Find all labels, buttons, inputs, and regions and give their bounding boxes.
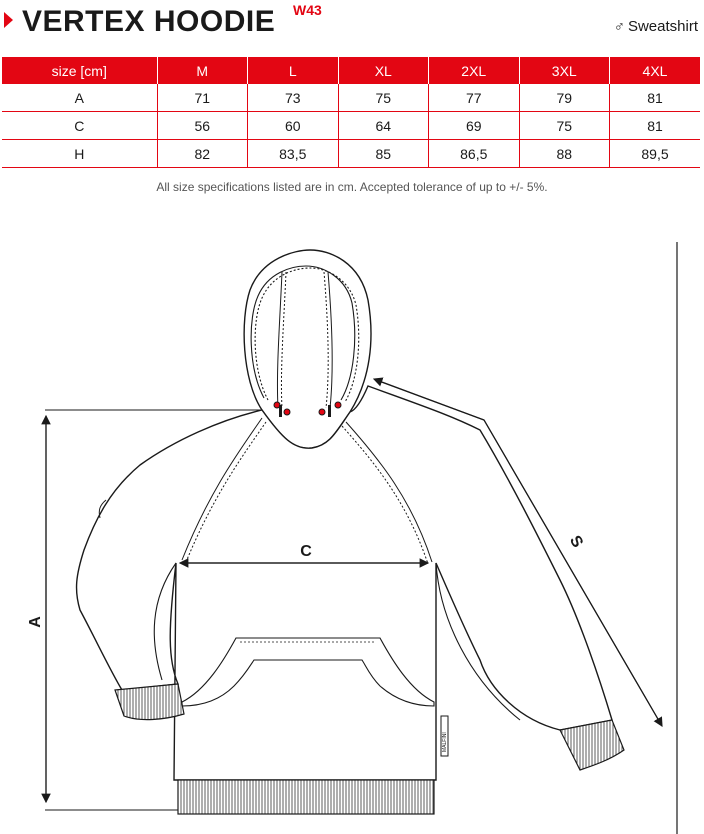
dimension-label-c: C xyxy=(300,543,312,560)
header-cell-l: L xyxy=(248,57,339,84)
category-label: Sweatshirt xyxy=(627,18,698,35)
table-cell: 77 xyxy=(429,84,520,112)
dimension-label-s: S xyxy=(565,532,586,551)
header-cell-2xl: 2XL xyxy=(429,57,520,84)
header-cell-size: size [cm] xyxy=(2,57,157,84)
table-cell: 85 xyxy=(338,140,429,168)
tolerance-note: All size specifications listed are in cm. Accepted tolerance of up to +/- 5%. xyxy=(156,180,548,194)
row-label: A xyxy=(2,84,157,112)
table-cell: 75 xyxy=(519,112,610,140)
male-symbol-icon: ♂ xyxy=(613,18,625,35)
table-row-h xyxy=(2,140,700,168)
hem-rib xyxy=(178,780,434,814)
table-cell: 60 xyxy=(248,112,339,140)
product-title: VERTEX HOODIE xyxy=(22,5,276,38)
table-cell: 73 xyxy=(248,84,339,112)
product-code: W43 xyxy=(293,2,322,18)
table-cell: 86,5 xyxy=(429,140,520,168)
table-cell: 56 xyxy=(157,112,248,140)
header-cell-4xl: 4XL xyxy=(610,57,701,84)
table-cell: 81 xyxy=(610,112,701,140)
table-cell: 81 xyxy=(610,84,701,112)
table-cell: 75 xyxy=(338,84,429,112)
eyelet-icon xyxy=(284,409,290,415)
size-table xyxy=(2,57,700,168)
table-cell: 69 xyxy=(429,112,520,140)
hoodie-technical-drawing xyxy=(0,230,704,834)
eyelet-icon xyxy=(335,402,341,408)
brand-tag-text: MALFINI xyxy=(442,732,448,752)
title-arrow-icon xyxy=(4,12,13,28)
size-table-header xyxy=(2,57,700,84)
gender-category xyxy=(614,18,698,35)
row-label: C xyxy=(2,112,157,140)
table-cell: 79 xyxy=(519,84,610,112)
table-row-c xyxy=(2,112,700,140)
table-row-a xyxy=(2,84,700,112)
eyelet-icon xyxy=(319,409,325,415)
table-cell: 71 xyxy=(157,84,248,112)
table-cell: 89,5 xyxy=(610,140,701,168)
table-cell: 82 xyxy=(157,140,248,168)
table-cell: 64 xyxy=(338,112,429,140)
table-cell: 88 xyxy=(519,140,610,168)
header-cell-m: M xyxy=(157,57,248,84)
dimension-label-a: A xyxy=(27,616,44,628)
header-cell-3xl: 3XL xyxy=(519,57,610,84)
table-cell: 83,5 xyxy=(248,140,339,168)
header-cell-xl: XL xyxy=(338,57,429,84)
header xyxy=(0,0,704,44)
left-cuff xyxy=(115,684,184,720)
row-label: H xyxy=(2,140,157,168)
hoodie-body xyxy=(77,386,612,780)
